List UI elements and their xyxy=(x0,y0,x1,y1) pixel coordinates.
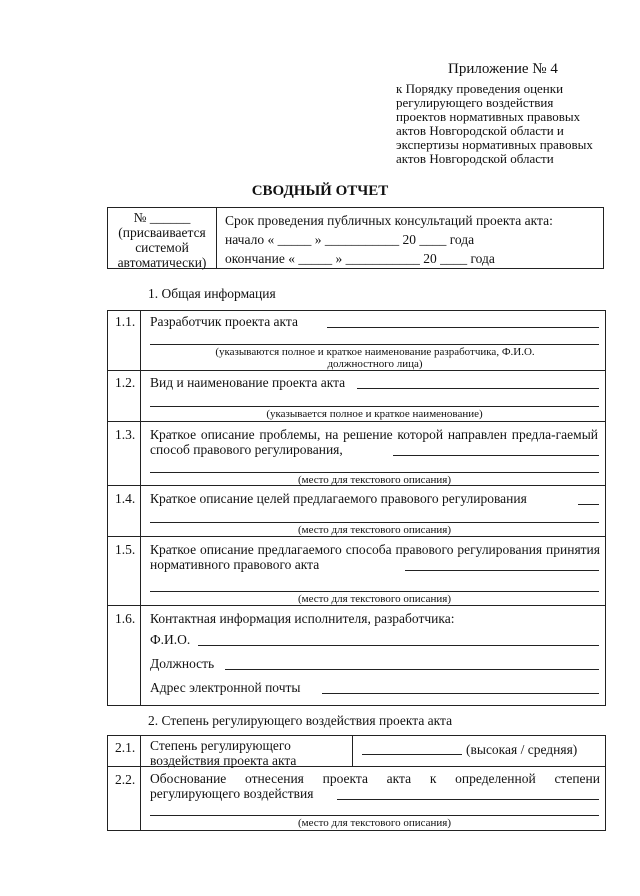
appendix-line: регулирующего воздействия xyxy=(396,95,554,110)
appendix-line: экспертизы нормативных правовых xyxy=(396,137,593,152)
row-label: Краткое описание проблемы, на решение которой направлен предла-гаемый способ правового регулирования, xyxy=(150,427,598,457)
appendix-line: к Порядку проведения оценки xyxy=(396,81,564,96)
row-number: 1.3. xyxy=(115,427,136,442)
fill-line xyxy=(393,455,599,456)
row-note: (указывается полное и краткое наименование) xyxy=(266,408,483,420)
fill-line xyxy=(150,406,599,407)
row-label: Вид и наименование проекта акта xyxy=(150,375,346,390)
section2-value-divider xyxy=(352,735,353,766)
field-label: Должность xyxy=(150,656,215,671)
fill-line xyxy=(337,799,599,800)
section2-title: 2. Степень регулирующего воздействия проекта акта xyxy=(148,713,453,728)
number-note: (присваивается xyxy=(118,225,206,240)
row-note: (место для текстового описания) xyxy=(297,524,452,536)
consult-cell xyxy=(225,213,600,266)
row-divider xyxy=(107,605,606,606)
section1-title: 1. Общая информация xyxy=(148,286,276,301)
row-number: 1.4. xyxy=(115,491,136,506)
fill-line xyxy=(405,570,599,571)
number-cell xyxy=(108,210,216,270)
degree-field[interactable] xyxy=(362,754,462,755)
fill-line xyxy=(150,472,599,473)
fill-line xyxy=(578,504,599,505)
email-field[interactable] xyxy=(322,693,599,694)
appendix-text xyxy=(396,82,596,166)
number-label: № ______ xyxy=(133,210,191,225)
row-label: Краткое описание целей предлагаемого правового регулирования xyxy=(150,491,527,506)
degree-options: (высокая / средняя) xyxy=(466,742,578,757)
section2-num-divider xyxy=(140,735,141,831)
appendix-line: актов Новгородской области и xyxy=(396,123,564,138)
row-note: (указываются полное и краткое наименование разработчика, Ф.И.О. должностного лица) xyxy=(215,346,535,370)
fill-line xyxy=(150,815,599,816)
row-divider xyxy=(107,536,606,537)
row-number: 1.6. xyxy=(115,611,136,626)
position-field[interactable] xyxy=(225,669,599,670)
consult-start: начало « _____ » ___________ 20 ____ года xyxy=(225,232,475,247)
row-number: 1.5. xyxy=(115,542,136,557)
fill-line xyxy=(357,388,599,389)
fill-line xyxy=(150,522,599,523)
fill-line xyxy=(150,591,599,592)
row-note: (место для текстового описания) xyxy=(297,817,452,829)
appendix-line: актов Новгородской области xyxy=(396,151,554,166)
row-label: Разработчик проекта акта xyxy=(150,314,298,329)
header-divider xyxy=(216,207,217,269)
fio-field[interactable] xyxy=(198,645,599,646)
number-note: системой xyxy=(135,240,189,255)
document-title: СВОДНЫЙ ОТЧЕТ xyxy=(251,183,389,199)
row-divider xyxy=(107,370,606,371)
row-note: (место для текстового описания) xyxy=(297,474,452,486)
row-label: Контактная информация исполнителя, разработчика: xyxy=(150,611,455,626)
row-number: 2.2. xyxy=(115,772,136,787)
number-note: автоматически) xyxy=(117,255,207,270)
field-label: Ф.И.О. xyxy=(150,632,191,647)
row-number: 1.2. xyxy=(115,375,136,390)
field-label: Адрес электронной почты xyxy=(150,680,301,695)
fill-line xyxy=(327,327,599,328)
row-number: 1.1. xyxy=(115,314,136,329)
row-label: Краткое описание предлагаемого способа правового регулирования принятия нормативного правового акта xyxy=(150,542,600,572)
row-note: (место для текстового описания) xyxy=(297,593,452,605)
consult-end: окончание « _____ » ___________ 20 ____ года xyxy=(225,251,495,266)
row-number: 2.1. xyxy=(115,740,136,755)
row-label: Степень регулирующего воздействия проекта акта xyxy=(150,738,297,768)
fill-line xyxy=(150,344,599,345)
consult-title: Срок проведения публичных консультаций проекта акта: xyxy=(225,213,553,228)
appendix-line: проектов нормативных правовых xyxy=(396,109,581,124)
appendix-title: Приложение № 4 xyxy=(448,61,558,77)
row-label: Обоснование отнесения проекта акта к определенной степени регулирующего воздействия xyxy=(150,771,600,801)
row-divider xyxy=(107,421,606,422)
